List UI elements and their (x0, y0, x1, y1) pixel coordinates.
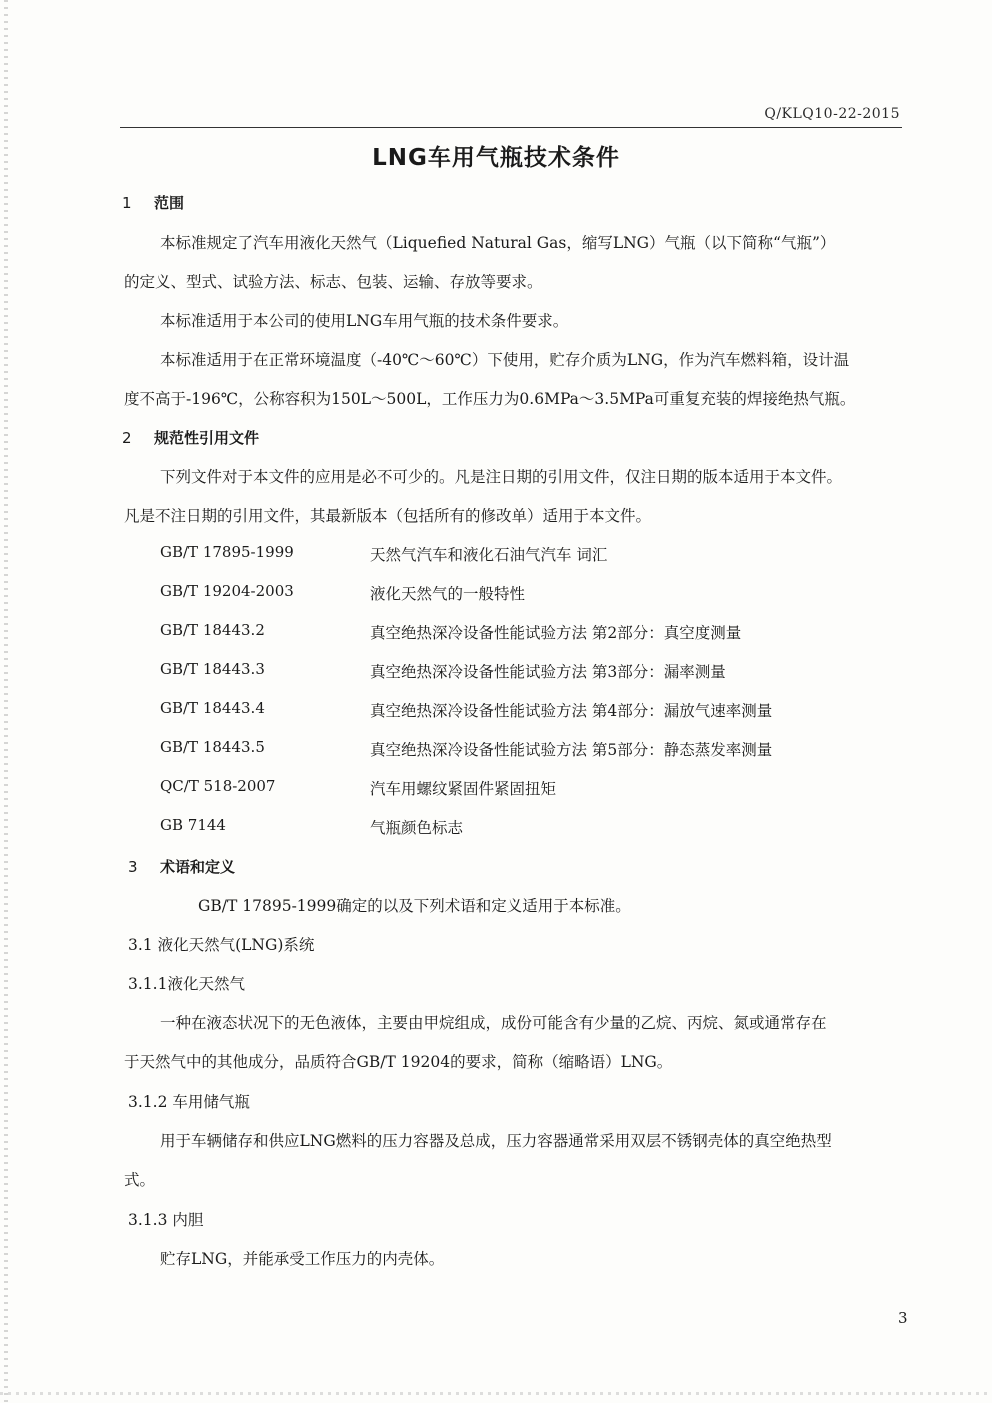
section-1-heading (122, 192, 184, 213)
section-2-heading (122, 427, 259, 448)
ref-title-2: 液化天然气的一般特性 (370, 585, 526, 603)
s1-paragraph-3-line-1: 本标准适用于在正常环境温度（-40℃～60℃）下使用，贮存介质为LNG，作为汽车燃料箱，设计温 (160, 351, 850, 369)
ref-code-7: QC/T 518-2007 (160, 777, 276, 795)
page-number: 3 (898, 1309, 908, 1327)
ref-code-3: GB/T 18443.2 (160, 621, 265, 639)
section-1-title: 范围 (154, 194, 185, 212)
section-3-heading (128, 856, 235, 877)
scan-edge-bottom (0, 1392, 992, 1395)
ref-title-8: 气瓶颜色标志 (370, 819, 464, 837)
s1-paragraph-2: 本标准适用于本公司的使用LNG车用气瓶的技术条件要求。 (160, 312, 569, 330)
s3-1-1-line-2: 于天然气中的其他成分，品质符合GB/T 19204的要求，简称（缩略语）LNG。 (124, 1053, 673, 1071)
s3-1-1-title: 3.1.1液化天然气 (128, 975, 245, 993)
section-1-number: 1 (122, 194, 132, 212)
ref-code-2: GB/T 19204-2003 (160, 582, 294, 600)
s3-1-title: 3.1 液化天然气(LNG)系统 (128, 936, 315, 954)
ref-code-1: GB/T 17895-1999 (160, 543, 294, 561)
section-3-title: 术语和定义 (160, 858, 236, 876)
s2-paragraph-line-1: 下列文件对于本文件的应用是必不可少的。凡是注日期的引用文件，仅注日期的版本适用于本文件。 (160, 468, 843, 486)
ref-code-5: GB/T 18443.4 (160, 699, 265, 717)
s2-paragraph-line-2: 凡是不注日期的引用文件，其最新版本（包括所有的修改单）适用于本文件。 (124, 507, 652, 525)
s3-1-2-line-2: 式。 (124, 1171, 156, 1189)
ref-title-7: 汽车用螺纹紧固件紧固扭矩 (370, 780, 557, 798)
section-2-title: 规范性引用文件 (154, 429, 260, 447)
ref-title-6: 真空绝热深冷设备性能试验方法 第5部分：静态蒸发率测量 (370, 741, 773, 759)
scan-edge-left (4, 0, 8, 1403)
section-3-number: 3 (128, 858, 138, 876)
s3-1-2-title: 3.1.2 车用储气瓶 (128, 1093, 250, 1111)
ref-title-3: 真空绝热深冷设备性能试验方法 第2部分：真空度测量 (370, 624, 742, 642)
s3-intro: GB/T 17895-1999确定的以及下列术语和定义适用于本标准。 (198, 897, 631, 915)
s3-1-3-title: 3.1.3 内胆 (128, 1211, 204, 1229)
header-rule (120, 127, 902, 128)
s3-1-2-line-1: 用于车辆储存和供应LNG燃料的压力容器及总成，压力容器通常采用双层不锈钢壳体的真空绝热型 (160, 1132, 832, 1150)
document-title: LNG车用气瓶技术条件 (372, 145, 620, 171)
s1-paragraph-1-line-1: 本标准规定了汽车用液化天然气（Liquefied Natural Gas，缩写LNG）气瓶（以下简称“气瓶”） (160, 234, 836, 252)
ref-code-8: GB 7144 (160, 816, 226, 834)
ref-code-6: GB/T 18443.5 (160, 738, 265, 756)
section-2-number: 2 (122, 429, 132, 447)
ref-title-5: 真空绝热深冷设备性能试验方法 第4部分：漏放气速率测量 (370, 702, 773, 720)
ref-title-4: 真空绝热深冷设备性能试验方法 第3部分：漏率测量 (370, 663, 726, 681)
document-code: Q/KLQ10-22-2015 (764, 106, 900, 122)
s1-paragraph-1-line-2: 的定义、型式、试验方法、标志、包装、运输、存放等要求。 (124, 273, 543, 291)
s3-1-3-text: 贮存LNG，并能承受工作压力的内壳体。 (160, 1250, 445, 1268)
ref-title-1: 天然气汽车和液化石油气汽车 词汇 (370, 546, 608, 564)
ref-code-4: GB/T 18443.3 (160, 660, 265, 678)
s3-1-1-line-1: 一种在液态状况下的无色液体，主要由甲烷组成，成份可能含有少量的乙烷、丙烷、氮或通常存在 (160, 1014, 827, 1032)
s1-paragraph-3-line-2: 度不高于-196℃，公称容积为150L～500L，工作压力为0.6MPa～3.5MPa可重复充装的焊接绝热气瓶。 (124, 390, 856, 408)
